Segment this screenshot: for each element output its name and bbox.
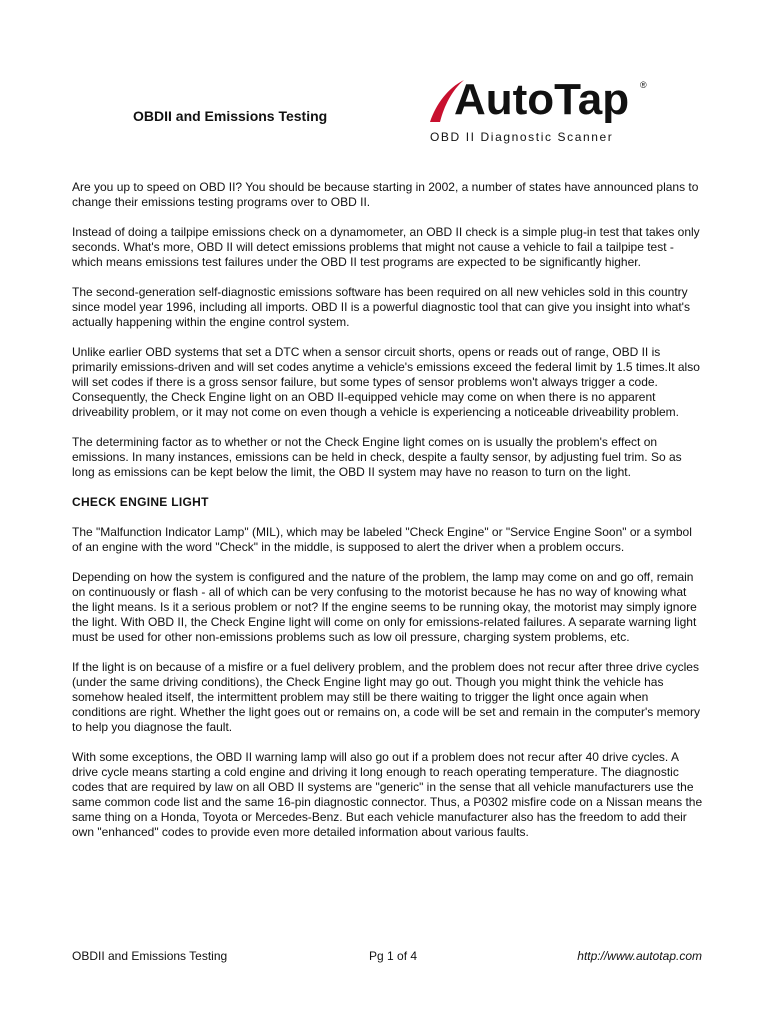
- footer-title: OBDII and Emissions Testing: [72, 949, 228, 963]
- paragraph: Instead of doing a tailpipe emissions check on a dynamometer, an OBD II check is a simple plug-in test that takes only seconds. What's more, OBD II will detect emissions problems that might not cause a vehicle to fail a tailpipe test - which means emissions test failures under the OBD II test programs are expected to be significantly higher.: [72, 225, 700, 269]
- page-title: OBDII and Emissions Testing: [133, 108, 328, 124]
- footer-url-link[interactable]: http://www.autotap.com: [577, 949, 702, 963]
- logo-wordmark: AutoTap: [454, 75, 630, 124]
- section-heading: CHECK ENGINE LIGHT: [72, 495, 209, 509]
- paragraph: With some exceptions, the OBD II warning lamp will also go out if a problem does not recur after 40 drive cycles. A drive cycle means starting a cold engine and driving it long enough to reach operating temperature. The diagnostic codes that are required by law on all OBD II systems are "generic" in the sense that all vehicle manufacturers use the same common code list and the same 16-pin diagnostic connector. Thus, a P0302 misfire code on a Nissan means the same thing on a Honda, Toyota or Mercedes-Benz. But each vehicle manufacturer also has the freedom to add their own "enhanced" codes to provide even more detailed information about various faults.: [72, 750, 703, 839]
- autotap-logo: [424, 74, 664, 154]
- paragraph: If the light is on because of a misfire or a fuel delivery problem, and the problem does not recur after three drive cycles (under the same driving conditions), the Check Engine light may go out. Though you might think the vehicle has somehow healed itself, the intermittent problem may still be there waiting to trigger the light once again when conditions are right. Whether the light goes out or remains on, a code will be set and remain in the computer's memory to help you diagnose the fault.: [72, 660, 700, 734]
- document-body: [72, 180, 704, 855]
- paragraph: Unlike earlier OBD systems that set a DTC when a sensor circuit shorts, opens or reads out of range, OBD II is primarily emissions-driven and will set codes anytime a vehicle's emissions exceed the federal limit by 1.5 times.It also will set codes if there is a gross sensor failure, but some types of sensor problems won't always trigger a code. Consequently, the Check Engine light on an OBD II-equipped vehicle may come on when there is no apparent driveability problem, or it may not come on even though a vehicle is experiencing a noticeable driveability problem.: [72, 345, 700, 419]
- paragraph: Are you up to speed on OBD II? You should be because starting in 2002, a number of states have announced plans to change their emissions testing programs over to OBD II.: [72, 180, 699, 209]
- paragraph: The second-generation self-diagnostic emissions software has been required on all new vehicles sold in this country since model year 1996, including all imports. OBD II is a powerful diagnostic tool that can give you insight into what's actually happening within the engine control system.: [72, 285, 690, 329]
- paragraph: Depending on how the system is configured and the nature of the problem, the lamp may come on and go off, remain on continuously or flash - all of which can be very confusing to the motorist because he has no way of knowing what the light means. Is it a serious problem or not? If the engine seems to be running okay, the motorist may simply ignore the light. With OBD II, the Check Engine light will come on only for emissions-related failures. A separate warning light must be used for other non-emissions problems such as low oil pressure, charging system problems, etc.: [72, 570, 697, 644]
- paragraph: The "Malfunction Indicator Lamp" (MIL), which may be labeled "Check Engine" or "Service Engine Soon" or a symbol of an engine with the word "Check" in the middle, is supposed to alert the driver when a problem occurs.: [72, 525, 692, 554]
- paragraph: The determining factor as to whether or not the Check Engine light comes on is usually the problem's effect on emissions. In many instances, emissions can be held in check, despite a faulty sensor, by adjusting fuel trim. So as long as emissions can be kept below the limit, the OBD II system may have no reason to turn on the light.: [72, 435, 682, 479]
- registered-mark: ®: [640, 80, 647, 90]
- page-number: Pg 1 of 4: [369, 949, 418, 963]
- page-footer: [72, 949, 704, 964]
- logo-tagline: OBD II Diagnostic Scanner: [430, 130, 614, 144]
